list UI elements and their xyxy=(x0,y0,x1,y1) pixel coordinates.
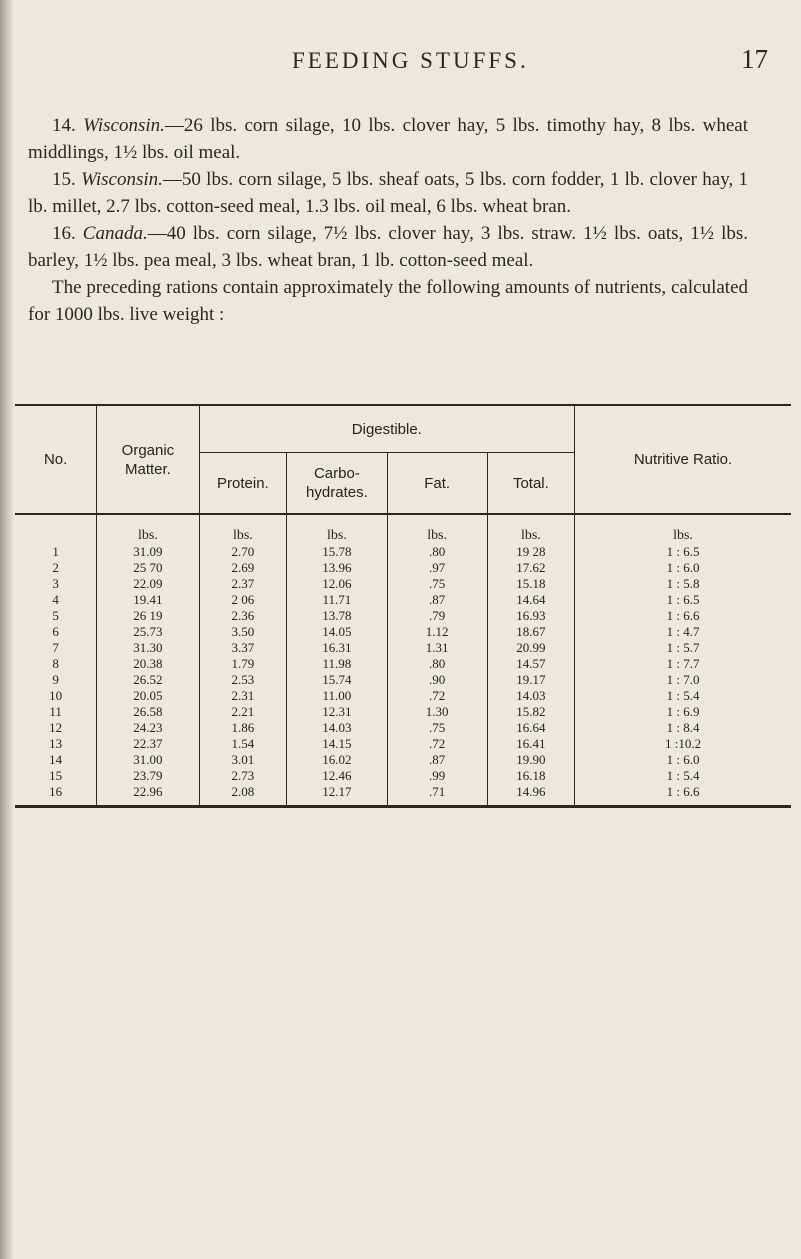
table-row xyxy=(15,639,791,655)
cell-no: 1 xyxy=(15,543,97,559)
cell-total: 19 28 xyxy=(487,543,574,559)
cell-carbohydrates: 12.31 xyxy=(287,703,388,719)
cell-organic-matter: 26 19 xyxy=(97,607,199,623)
cell-carbohydrates: 13.78 xyxy=(287,607,388,623)
cell-no: 2 xyxy=(15,559,97,575)
cell-protein: 1.86 xyxy=(199,719,287,735)
cell-protein: 2 06 xyxy=(199,591,287,607)
cell-no: 10 xyxy=(15,687,97,703)
cell-organic-matter: 22.96 xyxy=(97,783,199,807)
cell-total: 14.03 xyxy=(487,687,574,703)
cell-nutritive-ratio: 1 : 5.4 xyxy=(666,767,700,783)
cell-total: 17.62 xyxy=(487,559,574,575)
table-row xyxy=(15,607,791,623)
cell-protein: 2.36 xyxy=(199,607,287,623)
cell-fat: .87 xyxy=(387,751,487,767)
table-row xyxy=(15,623,791,639)
cell-total: 16.41 xyxy=(487,735,574,751)
cell-fat: .97 xyxy=(387,559,487,575)
table-row xyxy=(15,751,791,767)
cell-no: 11 xyxy=(15,703,97,719)
table-row xyxy=(15,655,791,671)
cell-carbohydrates: 16.02 xyxy=(287,751,388,767)
cell-total: 16.93 xyxy=(487,607,574,623)
cell-organic-matter: 26.52 xyxy=(97,671,199,687)
intro-text: The preceding rations contain approximately the following amounts of nutrients, calculated for 1000 lbs. live weight : xyxy=(28,277,748,325)
table-row xyxy=(15,783,791,807)
cell-carbohydrates: 12.46 xyxy=(287,767,388,783)
paragraph-ration-14 xyxy=(28,112,748,166)
cell-protein: 2.08 xyxy=(199,783,287,807)
cell-nutritive-ratio: 1 :10.2 xyxy=(664,735,702,751)
table-body xyxy=(15,514,791,807)
cell-organic-matter: 24.23 xyxy=(97,719,199,735)
table-row xyxy=(15,767,791,783)
table-row xyxy=(15,719,791,735)
cell-organic-matter: 31.00 xyxy=(97,751,199,767)
cell-nutritive-ratio: 1 : 5.4 xyxy=(666,687,700,703)
cell-organic-matter: 19.41 xyxy=(97,591,199,607)
cell-no: 15 xyxy=(15,767,97,783)
cell-nutritive-ratio: 1 : 6.6 xyxy=(575,783,791,807)
cell-fat: .72 xyxy=(387,687,487,703)
cell-nutritive-ratio: 1 : 5.8 xyxy=(666,575,700,591)
page-header xyxy=(0,44,801,78)
item-number: 16. xyxy=(52,223,83,244)
cell-protein: 2.21 xyxy=(199,703,287,719)
header-organic-matter: Organic Matter. xyxy=(97,405,199,514)
cell-total: 19.90 xyxy=(487,751,574,767)
cell-no: 6 xyxy=(15,623,97,639)
header-nutritive-ratio: Nutritive Ratio. xyxy=(575,405,791,514)
cell-total: 14.96 xyxy=(487,783,574,807)
cell-total: 14.57 xyxy=(487,655,574,671)
cell-fat: 1.30 xyxy=(387,703,487,719)
ration-text: —50 lbs. corn silage, 5 lbs. sheaf oats, 5 lbs. corn fodder, 1 lb. clover hay, 1 lb. millet, 2.7 lbs. cotton-seed meal, 1.3 lbs. oil meal, 6 lbs. wheat bran. xyxy=(28,169,749,217)
units-cell: lbs. xyxy=(199,514,287,543)
place-name: Wisconsin. xyxy=(83,115,165,136)
cell-protein: 2.53 xyxy=(199,671,287,687)
cell-carbohydrates: 15.78 xyxy=(287,543,388,559)
cell-fat: .75 xyxy=(387,719,487,735)
cell-total: 18.67 xyxy=(487,623,574,639)
table-row xyxy=(15,543,791,559)
cell-no: 9 xyxy=(15,671,97,687)
item-number: 15. xyxy=(52,169,82,190)
place-name: Wisconsin. xyxy=(81,169,163,190)
units-cell: lbs. xyxy=(97,514,199,543)
cell-protein: 3.01 xyxy=(199,751,287,767)
cell-protein: 1.54 xyxy=(199,735,287,751)
page-number: 17 xyxy=(741,44,768,74)
cell-carbohydrates: 14.05 xyxy=(287,623,388,639)
cell-protein: 2.69 xyxy=(199,559,287,575)
header-carbohydrates: Carbo- hydrates. xyxy=(287,453,388,515)
cell-fat: .87 xyxy=(387,591,487,607)
table-row xyxy=(15,575,791,591)
cell-nutritive-ratio: 1 : 6.5 xyxy=(666,543,700,559)
cell-carbohydrates: 14.15 xyxy=(287,735,388,751)
cell-organic-matter: 22.09 xyxy=(97,575,199,591)
cell-no: 4 xyxy=(15,591,97,607)
body-text xyxy=(28,112,748,328)
cell-total: 16.64 xyxy=(487,719,574,735)
cell-total: 16.18 xyxy=(487,767,574,783)
paragraph-ration-15 xyxy=(28,166,748,220)
cell-total: 20.99 xyxy=(487,639,574,655)
cell-nutritive-ratio: 1 : 4.7 xyxy=(666,623,700,639)
cell-nutritive-ratio: 1 : 7.0 xyxy=(666,671,700,687)
header-fat: Fat. xyxy=(387,453,487,515)
cell-no: 12 xyxy=(15,719,97,735)
cell-fat: .99 xyxy=(387,767,487,783)
cell-total: 15.18 xyxy=(487,575,574,591)
cell-fat: .79 xyxy=(387,607,487,623)
cell-no: 5 xyxy=(15,607,97,623)
table-row xyxy=(15,559,791,575)
cell-carbohydrates: 16.31 xyxy=(287,639,388,655)
cell-organic-matter: 25.73 xyxy=(97,623,199,639)
cell-organic-matter: 26.58 xyxy=(97,703,199,719)
cell-organic-matter: 20.05 xyxy=(97,687,199,703)
units-cell-blank xyxy=(15,514,97,543)
units-cell: lbs. xyxy=(387,514,487,543)
header-total: Total. xyxy=(487,453,574,515)
cell-fat: .80 xyxy=(387,655,487,671)
cell-nutritive-ratio: 1 : 5.7 xyxy=(666,639,700,655)
cell-organic-matter: 31.09 xyxy=(97,543,199,559)
cell-organic-matter: 23.79 xyxy=(97,767,199,783)
cell-nutritive-ratio: 1 : 6.0 xyxy=(666,751,700,767)
cell-nutritive-ratio: 1 : 6.0 xyxy=(666,559,700,575)
cell-no: 3 xyxy=(15,575,97,591)
paragraph-ration-16 xyxy=(28,220,748,274)
cell-fat: 1.12 xyxy=(387,623,487,639)
header-digestible: Digestible. xyxy=(199,405,574,453)
cell-no: 13 xyxy=(15,735,97,751)
cell-nutritive-ratio: 1 : 8.4 xyxy=(666,719,700,735)
cell-protein: 2.73 xyxy=(199,767,287,783)
paragraph-intro-table xyxy=(28,274,748,328)
cell-fat: .71 xyxy=(387,783,487,807)
cell-nutritive-ratio: 1 : 6.5 xyxy=(666,591,700,607)
cell-carbohydrates: 11.98 xyxy=(287,655,388,671)
table-row xyxy=(15,703,791,719)
ration-text: —40 lbs. corn silage, 7½ lbs. clover hay, 3 lbs. straw. 1½ lbs. oats, 1½ lbs. barley, 1½ lbs. pea meal, 3 lbs. wheat bran, 1 lb. cotton-seed meal. xyxy=(28,223,749,271)
cell-organic-matter: 25 70 xyxy=(97,559,199,575)
table-row xyxy=(15,735,791,751)
ration-text: —26 lbs. corn silage, 10 lbs. clover hay, 5 lbs. timothy hay, 8 lbs. wheat middlings, 1½ lbs. oil meal. xyxy=(28,115,749,163)
place-name: Canada. xyxy=(82,223,148,244)
cell-protein: 3.50 xyxy=(199,623,287,639)
cell-protein: 2.31 xyxy=(199,687,287,703)
cell-fat: .90 xyxy=(387,671,487,687)
cell-no: 14 xyxy=(15,751,97,767)
header-no: No. xyxy=(15,405,97,514)
units-row xyxy=(15,514,791,543)
cell-total: 15.82 xyxy=(487,703,574,719)
cell-carbohydrates: 14.03 xyxy=(287,719,388,735)
cell-nutritive-ratio: 1 : 6.9 xyxy=(666,703,700,719)
cell-protein: 2.37 xyxy=(199,575,287,591)
table-header xyxy=(15,405,791,514)
cell-organic-matter: 22.37 xyxy=(97,735,199,751)
cell-organic-matter: 31.30 xyxy=(97,639,199,655)
item-number: 14. xyxy=(52,115,84,136)
cell-carbohydrates: 13.96 xyxy=(287,559,388,575)
cell-fat: .72 xyxy=(387,735,487,751)
units-cell: lbs. xyxy=(673,528,693,543)
table-row xyxy=(15,591,791,607)
book-spine-shadow xyxy=(0,0,14,1259)
cell-carbohydrates: 15.74 xyxy=(287,671,388,687)
cell-carbohydrates: 11.71 xyxy=(287,591,388,607)
cell-nutritive-ratio: 1 : 7.7 xyxy=(666,655,700,671)
cell-nutritive-ratio: 1 : 6.6 xyxy=(666,607,700,623)
cell-fat: .80 xyxy=(387,543,487,559)
cell-protein: 2.70 xyxy=(199,543,287,559)
running-title: FEEDING STUFFS. xyxy=(292,48,529,73)
cell-protein: 3.37 xyxy=(199,639,287,655)
cell-protein: 1.79 xyxy=(199,655,287,671)
cell-carbohydrates: 12.06 xyxy=(287,575,388,591)
table-row xyxy=(15,687,791,703)
cell-organic-matter: 20.38 xyxy=(97,655,199,671)
cell-total: 19.17 xyxy=(487,671,574,687)
header-protein: Protein. xyxy=(199,453,287,515)
table-row xyxy=(15,671,791,687)
cell-no: 8 xyxy=(15,655,97,671)
nutrients-table xyxy=(15,404,791,808)
cell-no: 7 xyxy=(15,639,97,655)
units-cell: lbs. xyxy=(487,514,574,543)
cell-carbohydrates: 12.17 xyxy=(287,783,388,807)
cell-carbohydrates: 11.00 xyxy=(287,687,388,703)
units-cell: lbs. xyxy=(287,514,388,543)
cell-total: 14.64 xyxy=(487,591,574,607)
cell-fat: 1.31 xyxy=(387,639,487,655)
cell-fat: .75 xyxy=(387,575,487,591)
cell-no: 16 xyxy=(15,783,97,807)
